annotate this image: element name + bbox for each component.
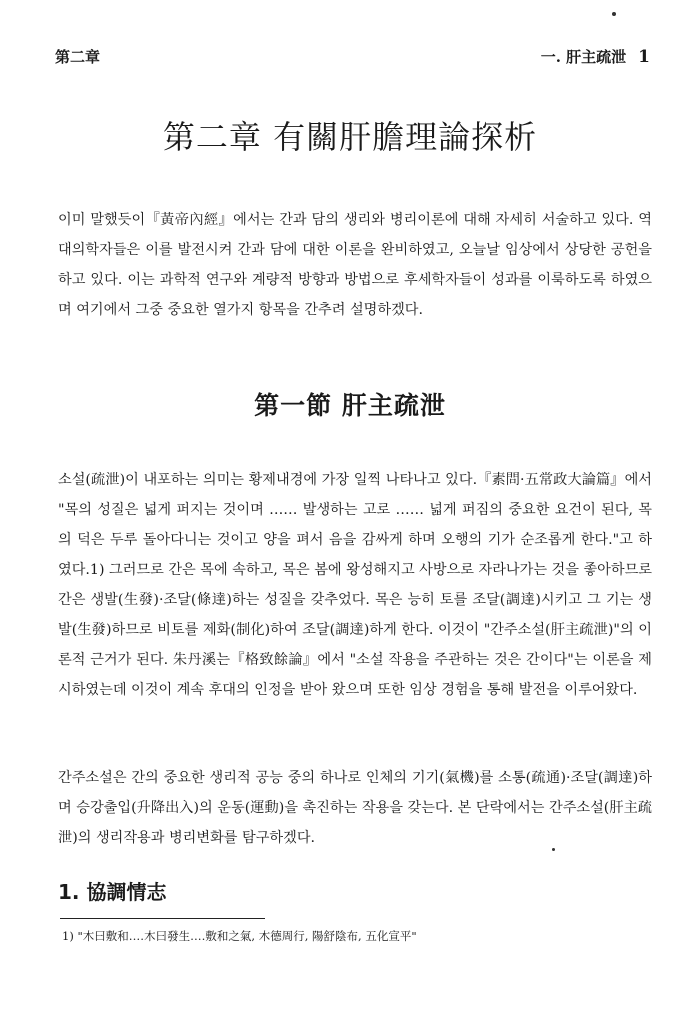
scan-speck [612,12,616,16]
footnote-divider [60,918,265,919]
running-head [55,46,650,72]
section-title: 第一節 肝主疏泄 [254,391,446,420]
scan-speck [552,848,555,851]
chapter-title: 第二章 有關肝膽理論探析 [162,118,538,156]
section-paragraph-2: 간주소설은 간의 중요한 생리적 공능 중의 하나로 인체의 기기(氣機)를 소통(疏通)·조달(調達)하며 승강출입(升降出入)의 운동(運動)을 촉진하는 작용을 갖는다. 본 단락에서는 간주소설(肝主疏泄)의 생리작용과 병리변화를 탐구하겠다. [58,770,652,846]
running-head-section [541,46,650,67]
running-head-section-title: 一. 肝主疏泄 [540,48,627,66]
running-head-chapter: 第二章 [55,48,101,66]
footnote: 1) "木曰敷和‥‥木曰發生‥‥敷和之氣, 木德周行, 陽舒陰布, 五化宣平" [62,929,417,943]
page-number: 1 [638,47,650,67]
intro-paragraph: 이미 말했듯이『黃帝內經』에서는 간과 담의 생리와 병리이론에 대해 자세히 서술하고 있다. 역대의학자들은 이를 발전시켜 간과 담에 대한 이론을 완비하였고, 오늘날 임상에서 상당한 공헌을 하고 있다. 이는 과학적 연구와 계량적 방향과 방법으로 후세학자들이 성과를 이룩하도록 하였으며 여기에서 그중 중요한 열가지 항목을 간추려 설명하겠다. [58,212,652,318]
subsection-title: 1. 協調情志 [58,880,167,904]
section-paragraph-1: 소설(疏泄)이 내포하는 의미는 황제내경에 가장 일찍 나타나고 있다.『素問·五常政大論篇』에서 "목의 성질은 넓게 퍼지는 것이며 …… 발생하는 고로 …… 넓게 퍼짐의 중요한 요건이 된다, 목의 덕은 두루 돌아다니는 것이고 양을 펴서 음을 감싸게 하며 오행의 기가 순조롭게 한다."고 하였다.1) 그러므로 간은 목에 속하고, 목은 봄에 왕성해지고 사방으로 자라나가는 것을 좋아하므로 간은 생발(生發)·조달(條達)하는 성질을 갖추었다. 목은 능히 토를 조달(調達)시키고 그 기는 생발(生發)하므로 비토를 제화(制化)하여 조달(調達)하게 한다. 이것이 "간주소설(肝主疏泄)"의 이론적 근거가 된다. 朱丹溪는『格致餘論』에서 "소설 작용을 주관하는 것은 간이다"는 이론을 제시하였는데 이것이 계속 후대의 인정을 받아 왔으며 또한 임상 경험을 통해 발전을 이루어왔다. [58,472,652,698]
